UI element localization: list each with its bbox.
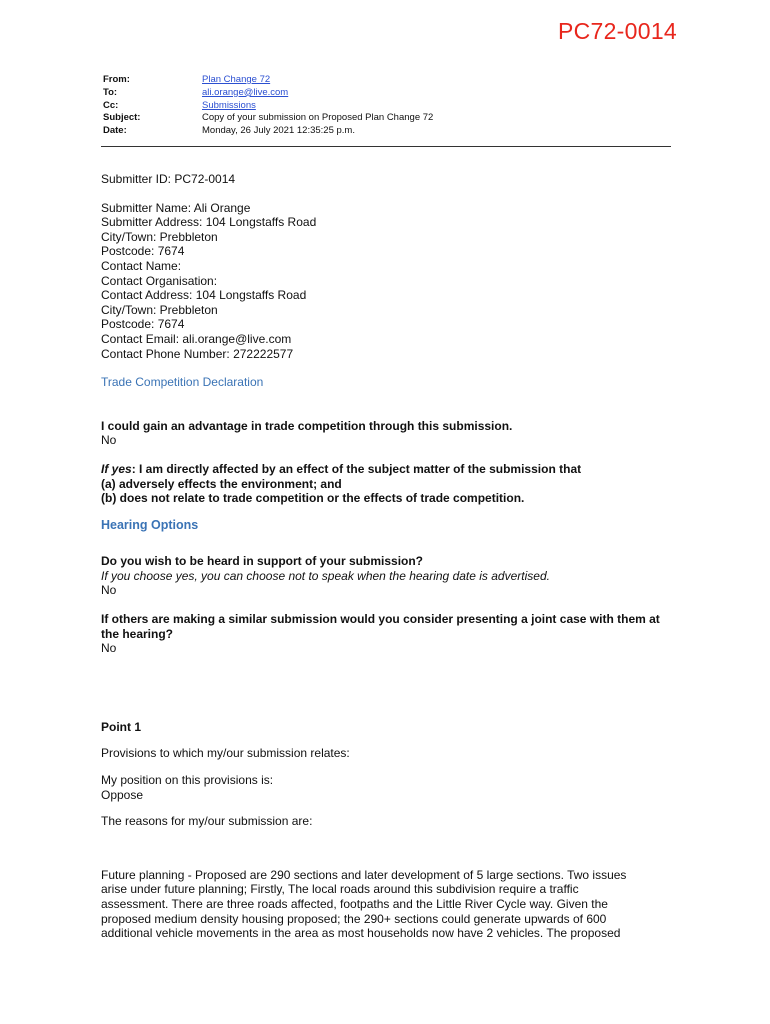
header-divider bbox=[101, 146, 671, 147]
reasons-line: additional vehicle movements in the area as most households now have 2 vehicles. The proposed bbox=[101, 926, 621, 941]
contact-postcode: Postcode: 7674 bbox=[101, 317, 185, 332]
if-yes-label: If yes bbox=[101, 461, 132, 476]
contact-phone: Contact Phone Number: 272222577 bbox=[101, 346, 294, 361]
point-position-value: Oppose bbox=[101, 787, 144, 802]
date-value: Monday, 26 July 2021 12:35:25 p.m. bbox=[202, 125, 355, 137]
trade-condition-a: (a) adversely effects the environment; and bbox=[101, 476, 342, 491]
to-label: To: bbox=[103, 86, 118, 98]
date-label: Date: bbox=[103, 125, 127, 137]
reasons-line: assessment. There are three roads affected, footpaths and the Little River Cycle way. Given the bbox=[101, 897, 608, 911]
contact-organisation: Contact Organisation: bbox=[101, 273, 218, 288]
document-reference-stamp: PC72-0014 bbox=[557, 18, 677, 44]
point-position-label: My position on this provisions is: bbox=[101, 773, 274, 788]
point-reasons-text bbox=[101, 868, 661, 941]
submitter-postcode: Postcode: 7674 bbox=[101, 244, 185, 259]
point-heading: Point 1 bbox=[101, 719, 142, 734]
trade-if-yes-statement bbox=[101, 462, 661, 477]
submitter-name: Submitter Name: Ali Orange bbox=[101, 200, 251, 215]
from-link[interactable]: Plan Change 72 bbox=[202, 74, 271, 85]
trade-answer: No bbox=[101, 433, 117, 448]
hearing-question-1-note: If you choose yes, you can choose not to speak when the hearing date is advertised. bbox=[101, 568, 550, 583]
point-provisions: Provisions to which my/our submission relates: bbox=[101, 746, 350, 761]
submitter-id: Submitter ID: PC72-0014 bbox=[101, 172, 236, 186]
trade-question: I could gain an advantage in trade competition through this submission. bbox=[101, 418, 513, 433]
header-date-row bbox=[103, 125, 671, 138]
hearing-question-1: Do you wish to be heard in support of your submission? bbox=[101, 554, 424, 569]
reasons-line: proposed medium density housing proposed; the 290+ sections could generate upwards of 600 bbox=[101, 911, 607, 926]
submitter-city: City/Town: Prebbleton bbox=[101, 229, 218, 244]
hearing-answer-2: No bbox=[101, 641, 117, 656]
point-reasons-label: The reasons for my/our submission are: bbox=[101, 814, 313, 829]
submitter-address: Submitter Address: 104 Longstaffs Road bbox=[101, 215, 317, 230]
submitter-details bbox=[101, 201, 661, 362]
trade-condition-b: (b) does not relate to trade competition or the effects of trade competition. bbox=[101, 491, 525, 506]
header-subject-row bbox=[103, 112, 671, 125]
contact-city: City/Town: Prebbleton bbox=[101, 302, 218, 317]
to-link[interactable]: ali.orange@live.com bbox=[202, 86, 289, 98]
header-cc-row bbox=[103, 100, 671, 113]
cc-link[interactable]: Submissions bbox=[202, 99, 256, 111]
cc-label: Cc: bbox=[103, 99, 119, 111]
reasons-line: Future planning - Proposed are 290 sections and later development of 5 large sections. Two issues bbox=[101, 867, 627, 882]
subject-label: Subject: bbox=[103, 112, 141, 124]
hearing-options-heading: Hearing Options bbox=[101, 517, 199, 532]
header-to-row bbox=[103, 87, 671, 100]
hearing-question-2: If others are making a similar submission would you consider presenting a joint case with them at the hearing? bbox=[101, 612, 660, 641]
if-yes-text: : I am directly affected by an effect of the subject matter of the submission that bbox=[131, 461, 582, 476]
trade-competition-heading: Trade Competition Declaration bbox=[101, 375, 264, 390]
contact-address: Contact Address: 104 Longstaffs Road bbox=[101, 288, 307, 303]
from-label: From: bbox=[103, 74, 130, 85]
subject-value: Copy of your submission on Proposed Plan Change 72 bbox=[202, 112, 434, 124]
contact-name: Contact Name: bbox=[101, 258, 182, 273]
reasons-line: arise under future planning; Firstly, The local roads around this subdivision require a traffic bbox=[101, 882, 579, 897]
contact-email: Contact Email: ali.orange@live.com bbox=[101, 331, 292, 346]
header-from-row bbox=[103, 74, 671, 87]
email-header bbox=[103, 74, 671, 138]
hearing-answer-1: No bbox=[101, 583, 117, 598]
submission-body bbox=[101, 172, 661, 941]
